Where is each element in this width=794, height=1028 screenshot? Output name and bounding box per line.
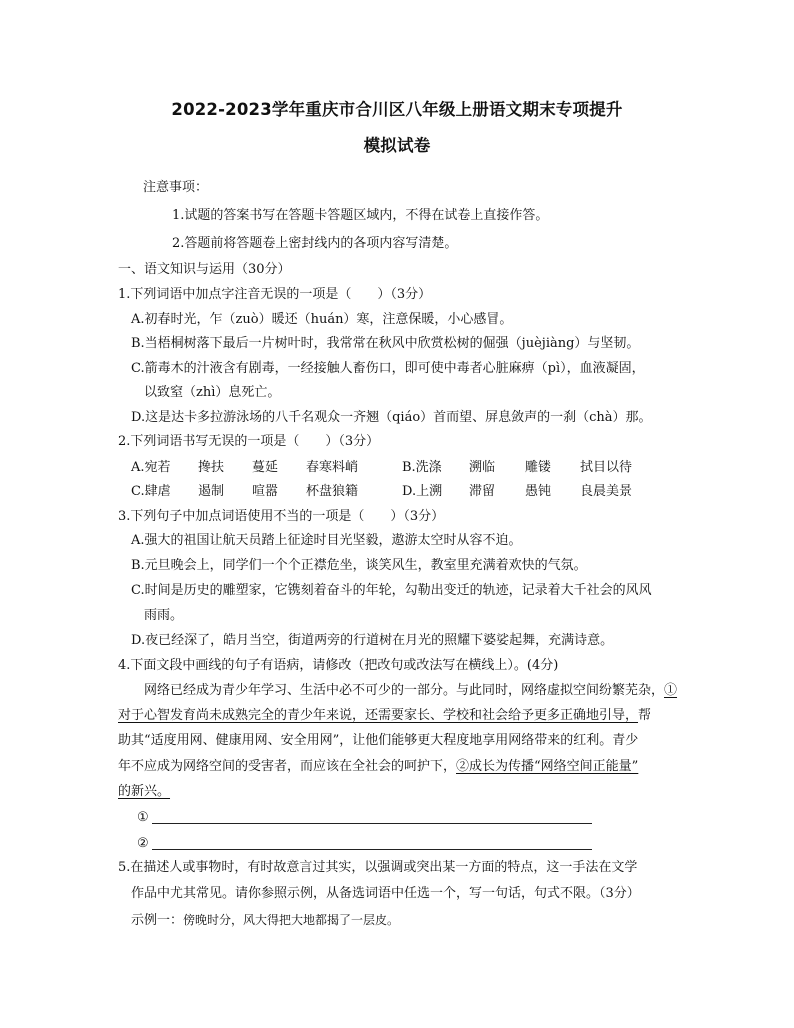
q2-b-word-4: 拭目以待 [580,460,633,475]
q2-d-word-3: 愚钝 [525,484,552,499]
q4-answer-underline-1[interactable] [152,823,592,824]
q2-d-word-2: 滞留 [469,484,496,499]
q2-stem: 2.下列词语书写无误的一项是（ ）（3分） [118,434,380,449]
q2-c-word-2: 遏制 [198,484,225,499]
q2-b-word-2: 溯临 [469,460,496,475]
q5-example [131,910,399,931]
q3-option-d: D.夜已经深了，皓月当空，街道两旁的行道树在月光的照耀下婆娑起舞，充满诗意。 [131,633,614,648]
q2-c-word-1: C.肆虐 [131,484,171,499]
q4-passage-text-4: 年不应成为网络空间的受害者，而应该在全社会的呵护下， [118,759,457,774]
q2-a-word-2: 搀扶 [198,460,225,475]
q4-underlined-sentence-1: 对于心智发育尚未成熟完全的青少年来说，还需要家长、学校和社会给予更多正确地引导， [118,708,639,723]
notes-item-2: 2.答题前将答题卷上密封线内的各项内容写清楚。 [172,236,458,251]
q4-answer-label-1: ① [137,810,149,825]
q1-option-b: B.当梧桐树落下最后一片树叶时，我常常在秋风中欣赏松树的倔强（juèjiàng）与坚韧。 [131,336,640,351]
exam-title-line2: 模拟试卷 [363,136,431,155]
q4-marker-1: ① [664,683,678,698]
q3-option-b: B.元旦晚会上，同学们一个个正襟危坐，谈笑风生，教室里充满着欢快的气氛。 [131,558,587,573]
q1-option-a: A.初春时光，乍（zuò）暖还（huán）寒，注意保暖，小心感冒。 [131,312,513,327]
q4-underlined-sentence-2: ②成长为传播“网络空间正能量” [456,759,639,774]
q3-stem: 3.下列句子中加点词语使用不当的一项是（ ）（3分） [118,509,445,524]
q4-passage-line4 [118,757,638,777]
q5-stem-line1: 5.在描述人或事物时，有时故意言过其实，以强调或突出某一方面的特点，这一手法在文学 [118,860,638,875]
q4-passage-line1 [144,681,677,701]
q2-c-word-3: 喧嚣 [252,484,279,499]
q4-passage-text-1: 网络已经成为青少年学习、生活中必不可少的一部分。与此同时，网络虚拟空间纷繁芜杂， [144,683,665,698]
q5-example-text: 傍晚时分，风大得把大地都揭了一层皮。 [183,913,400,927]
q1-option-c-line1: C.箭毒木的汁液含有剧毒，一经接触人畜伤口，即可使中毒者心脏麻痹（pì），血液凝固， [131,361,645,376]
exam-title-line1: 2022-2023学年重庆市合川区八年级上册语文期末专项提升 [171,100,623,119]
q4-passage-line2 [118,706,651,726]
q4-answer-underline-2[interactable] [152,849,592,850]
q5-stem-line2: 作品中尤其常见。请你参照示例，从备选词语中任选一个，写一句话，句式不限。（3分） [131,886,640,901]
q3-option-c-line2: 雨雨。 [144,608,184,623]
q3-option-c-line1: C.时间是历史的雕塑家，它镌刻着奋斗的年轮，勾勒出变迁的轨迹，记录着大千社会的风风 [131,583,652,598]
q4-underlined-sentence-2-end: 的新兴。 [118,784,171,799]
q4-passage-line3: 助其“适度用网、健康用网、安全用网”，让他们能够更大程度地享用网络带来的红利。青少 [118,733,639,748]
section-1-heading: 一、语文知识与运用（30分） [118,262,291,277]
q2-d-word-4: 良晨美景 [580,484,633,499]
notes-item-1: 1.试题的答案书写在答题卡答题区域内，不得在试卷上直接作答。 [172,208,549,223]
q2-a-word-3: 蔓延 [252,460,279,475]
q4-answer-label-2: ② [137,836,149,851]
notes-heading: 注意事项： [143,180,209,195]
q1-option-c-line2: 以致窒（zhì）息死亡。 [144,385,281,400]
q4-stem: 4.下面文段中画线的句子有语病，请修改（把改句或改法写在横线上）。(4分) [118,658,559,673]
q2-a-word-4: 春寒料峭 [306,460,359,475]
q2-b-word-3: 雕镂 [525,460,552,475]
q1-option-d: D.这是达卡多拉游泳场的八千名观众一齐翘（qiáo）首而望、屏息敛声的一刹（chà）那。 [131,410,652,425]
q5-example-label: 示例一： [131,913,184,928]
q4-passage-text-2: 帮 [638,708,652,723]
q1-stem: 1.下列词语中加点字注音无误的一项是（ ）（3分） [118,287,432,302]
q2-d-word-1: D.上溯 [402,484,443,499]
q2-b-word-1: B.洗涤 [402,460,442,475]
q2-a-word-1: A.宛若 [131,460,171,475]
q4-passage-line5 [118,782,170,802]
q3-option-a: A.强大的祖国让航天员踏上征途时目光坚毅，遨游太空时从容不迫。 [131,533,522,548]
q2-c-word-4: 杯盘狼籍 [306,484,359,499]
